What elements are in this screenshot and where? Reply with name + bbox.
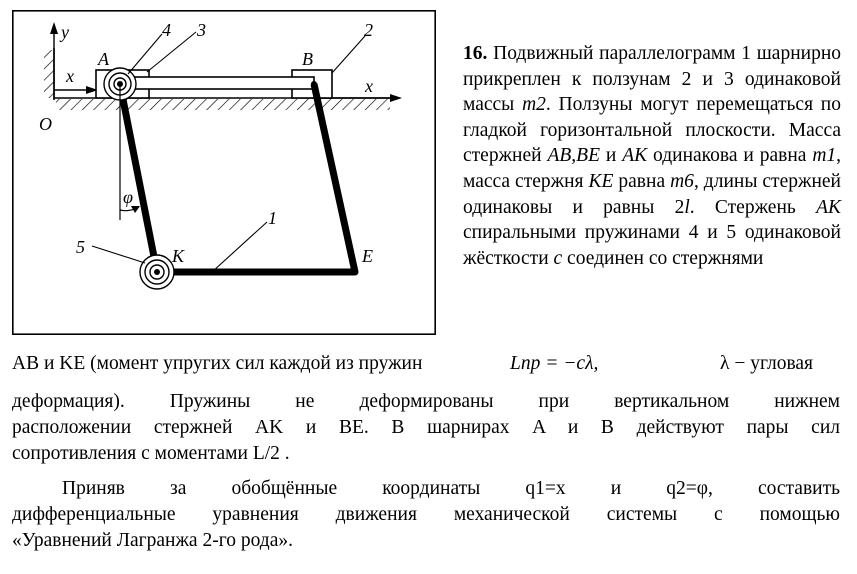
point-b-label: B (302, 49, 313, 69)
text-line-ab: AB и KE (момент упругих сил каждой из пружин (12, 353, 423, 374)
label-4: 4 (162, 20, 171, 40)
label-5: 5 (76, 237, 85, 257)
label-2: 2 (364, 20, 373, 40)
point-k-label: K (172, 246, 185, 266)
y-axis-label: y (61, 22, 69, 42)
mechanism-figure (12, 10, 436, 335)
text-line-lagrange: «Уравнений Лагранжа 2-го рода». (12, 530, 293, 551)
leader-5 (92, 246, 145, 263)
lambda-description: λ − угловая (720, 353, 814, 374)
point-a-label: A (98, 49, 109, 69)
figure-frame (13, 11, 435, 334)
ground (54, 98, 390, 110)
label-3: 3 (197, 20, 206, 40)
rod-ab (120, 77, 314, 89)
text-line-coordinates: Приняв за обобщённые координаты q1=x и q2=φ, составить (62, 478, 840, 499)
rod-ak (120, 84, 157, 272)
x-displacement-label: x (66, 66, 74, 86)
origin-label: O (39, 114, 52, 134)
hinge-b (311, 81, 317, 87)
left-wall (44, 48, 54, 100)
x-axis-label: x (365, 76, 373, 96)
leader-2 (332, 36, 365, 73)
spring-5 (140, 255, 174, 289)
text-line-moments: сопротивления с моментами L/2 . (12, 443, 290, 464)
problem-number: 16. (463, 43, 488, 64)
leader-1 (212, 222, 267, 272)
label-1: 1 (268, 208, 277, 228)
text-line-differential: дифференциальные уравнения движения механической системы с помощью (12, 504, 840, 525)
text-line-position: расположении стержней AK и BE. В шарнирах A и B действуют пары сил (12, 417, 840, 438)
problem-statement-right: 16. Подвижный параллелограмм 1 шарнирно прикреплен к ползунам 2 и 3 одинаковой массы m2. Ползуны могут перемещаться по гладкой горизонтальной плоскости. Масса стержней AB,BE и AK одинакова и равна m1, масса стержня KE равна m6, длины стержней одинаковы и равны 2l. Стержень AK спиральными пружинами 4 и 5 одинаковой жёсткости c соединен со стержнями (463, 43, 842, 269)
leader-4 (128, 34, 162, 74)
point-e-label: E (362, 246, 373, 266)
formula-spring: Lпр = −cλ, (510, 353, 599, 374)
leader-3 (147, 32, 196, 72)
phi-label: φ (123, 187, 133, 207)
x-displacement-arrow (54, 86, 98, 94)
rod-be (314, 84, 355, 272)
text-line-deformation: деформация). Пружины не деформированы при вертикальном нижнем (12, 391, 840, 412)
hinge-e (352, 269, 359, 276)
